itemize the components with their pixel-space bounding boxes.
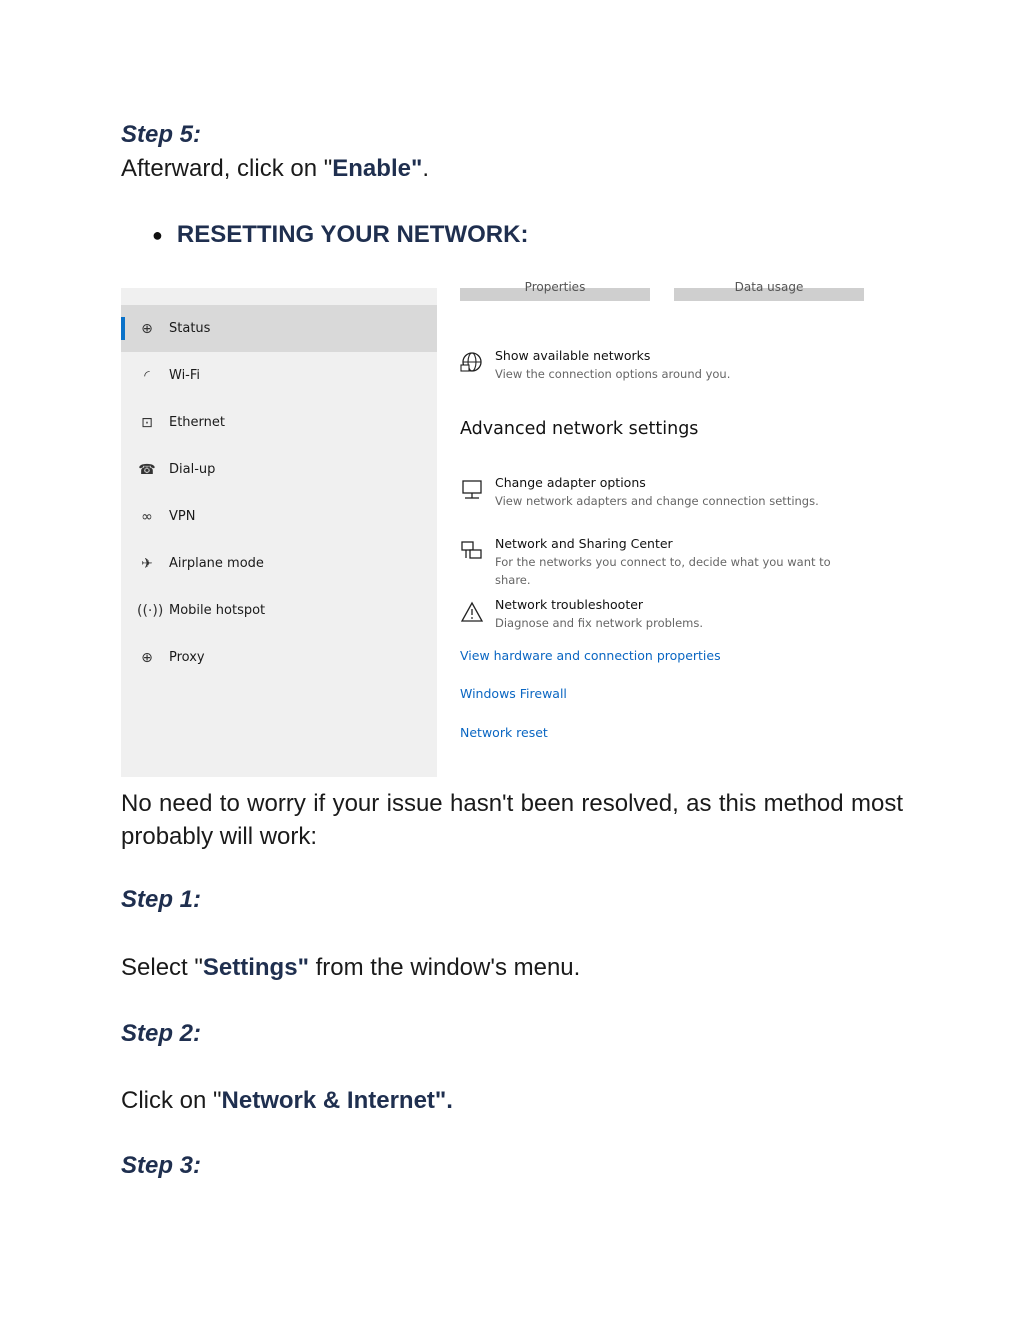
network-reset-link[interactable]: Network reset (460, 725, 548, 740)
network-globe-icon (460, 351, 484, 375)
step-3-heading: Step 3: (121, 1152, 202, 1179)
airplane-icon: ✈ (141, 555, 153, 572)
sidebar-item-wi-fi[interactable] (121, 352, 437, 399)
change-adapter-option[interactable] (460, 474, 819, 510)
wifi-icon: ◜ (144, 367, 150, 384)
sidebar-item-label: Ethernet (169, 415, 225, 430)
bullet-text: RESETTING YOUR NETWORK: (176, 221, 529, 248)
settings-bold: Settings" (202, 954, 309, 981)
show-networks-option[interactable] (460, 347, 730, 383)
sidebar-item-label: Mobile hotspot (169, 603, 266, 618)
network-internet-bold: Network & Internet". (221, 1087, 453, 1114)
show-networks-subtitle: View the connection options around you. (495, 367, 731, 381)
advanced-settings-heading: Advanced network settings (460, 419, 699, 439)
dialup-icon: ☎ (138, 461, 156, 478)
warning-icon (460, 600, 484, 624)
step-2-text: Click on "Network & Internet". (121, 1087, 453, 1114)
ethernet-icon: ⊡ (141, 414, 153, 431)
hardware-properties-link[interactable]: View hardware and connection properties (460, 648, 721, 663)
sidebar-item-label: Wi-Fi (169, 368, 201, 383)
sidebar-item-label: VPN (169, 509, 196, 524)
settings-sidebar (121, 288, 437, 777)
sidebar-item-label: Proxy (169, 650, 205, 665)
enable-bold: Enable" (332, 155, 423, 182)
change-adapter-subtitle: View network adapters and change connection settings. (495, 494, 819, 508)
sidebar-item-dial-up[interactable] (121, 446, 437, 493)
sharing-center-icon (460, 539, 484, 563)
show-networks-title: Show available networks (495, 348, 651, 363)
troubleshooter-option[interactable] (460, 596, 703, 632)
proxy-globe-icon: ⊕ (141, 649, 153, 666)
data-usage-button[interactable]: Data usage (674, 288, 864, 301)
step-5-text: Afterward, click on "Enable". (121, 155, 430, 182)
step-1-heading: Step 1: (121, 886, 202, 913)
sidebar-item-airplane-mode[interactable] (121, 540, 437, 587)
sidebar-item-mobile-hotspot[interactable] (121, 587, 437, 634)
sharing-center-title: Network and Sharing Center (495, 536, 673, 551)
sidebar-item-label: Airplane mode (169, 556, 264, 571)
sidebar-item-label: Dial-up (169, 462, 216, 477)
sharing-center-option[interactable] (460, 535, 866, 589)
sidebar-item-status[interactable] (121, 305, 437, 352)
change-adapter-title: Change adapter options (495, 475, 646, 490)
step-5-heading: Step 5: (121, 121, 202, 148)
intro-paragraph: No need to worry if your issue hasn't been resolved, as this method most probably will work: (121, 790, 903, 850)
troubleshooter-subtitle: Diagnose and fix network problems. (495, 616, 704, 630)
globe-network-icon: ⊕ (141, 320, 153, 337)
hotspot-icon: ((·)) (137, 602, 164, 619)
windows-firewall-link[interactable]: Windows Firewall (460, 686, 567, 701)
sidebar-item-label: Status (169, 321, 211, 336)
sidebar-item-proxy[interactable] (121, 634, 437, 681)
resetting-network-bullet (152, 221, 528, 249)
bullet-dot: ● (152, 224, 163, 245)
vpn-icon: ∞ (141, 508, 153, 525)
adapter-icon (460, 478, 484, 502)
settings-screenshot (121, 280, 866, 777)
step-1-text: Select "Settings" from the window's menu. (121, 954, 581, 981)
step-2-heading: Step 2: (121, 1020, 202, 1047)
sharing-center-subtitle: For the networks you connect to, decide what you want to share. (495, 555, 831, 587)
sidebar-item-vpn[interactable] (121, 493, 437, 540)
properties-button[interactable]: Properties (460, 288, 650, 301)
sidebar-item-ethernet[interactable] (121, 399, 437, 446)
settings-main-pane (460, 280, 866, 777)
troubleshooter-title: Network troubleshooter (495, 597, 644, 612)
